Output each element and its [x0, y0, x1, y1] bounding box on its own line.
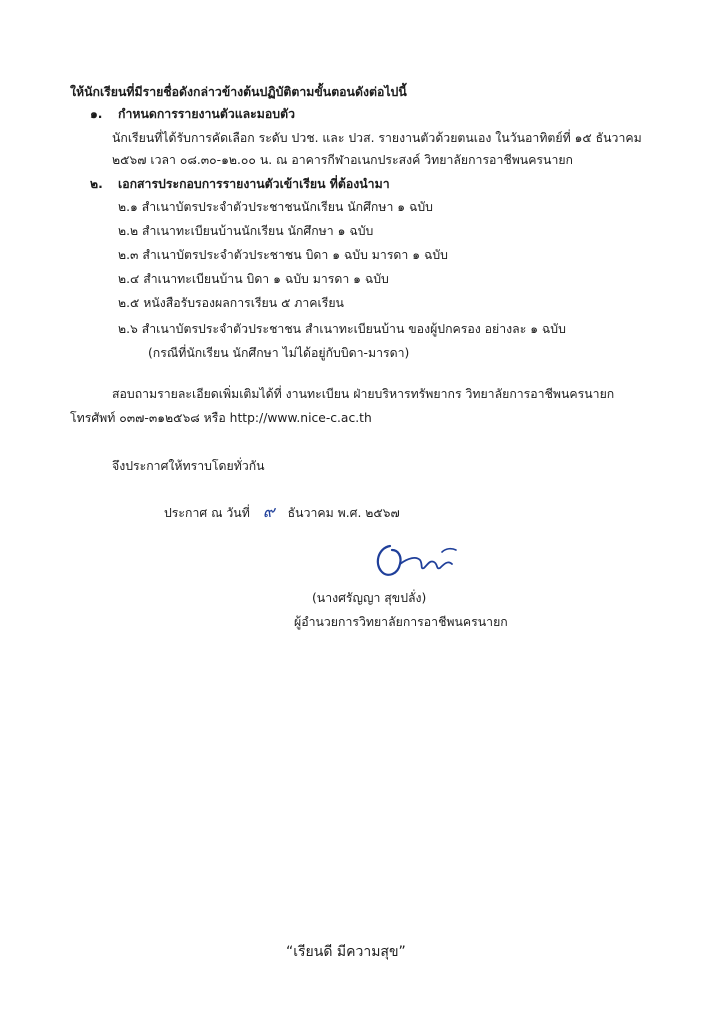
document-item: ๒.๔ สำเนาทะเบียนบ้าน บิดา ๑ ฉบับ มารดา ๑ ฉบับ	[118, 272, 389, 286]
section-2-heading: เอกสารประกอบการรายงานตัวเข้าเรียน ที่ต้องนำมา	[118, 177, 390, 191]
instruction-heading: ให้นักเรียนที่มีรายชื่อดังกล่าวข้างต้นปฏิบัติตามขั้นตอนดังต่อไปนี้	[70, 85, 407, 99]
signer-name: (นางศรัญญา สุขปลั่ง)	[312, 591, 427, 605]
section-1-body-line-2: ๒๕๖๗ เวลา ๐๘.๓๐-๑๒.๐๐ น. ณ อาคารกีฬาอเนกประสงค์ วิทยาลัยการอาชีพนครนายก	[112, 153, 574, 167]
closing-statement: จึงประกาศให้ทราบโดยทั่วกัน	[112, 459, 265, 473]
announcement-date	[164, 504, 400, 521]
document-item: ๒.๑ สำเนาบัตรประจำตัวประชาชนนักเรียน นักศึกษา ๑ ฉบับ	[118, 200, 433, 214]
document-item: ๒.๕ หนังสือรับรองผลการเรียน ๕ ภาคเรียน	[118, 296, 344, 310]
section-1-heading: กำหนดการรายงานตัวและมอบตัว	[118, 107, 295, 121]
section-1-number: ๑.	[90, 107, 103, 121]
document-item: ๒.๒ สำเนาทะเบียนบ้านนักเรียน นักศึกษา ๑ ฉบับ	[118, 224, 374, 238]
document-item: ๒.๓ สำเนาบัตรประจำตัวประชาชน บิดา ๑ ฉบับ มารดา ๑ ฉบับ	[118, 248, 448, 262]
section-2-number: ๒.	[90, 177, 103, 191]
signer-title: ผู้อำนวยการวิทยาลัยการอาชีพนครนายก	[294, 615, 508, 629]
contact-line-2: โทรศัพท์ ๐๓๗-๓๑๒๕๖๘ หรือ http://www.nice-c.ac.th	[70, 411, 372, 425]
document-item: ๒.๖ สำเนาบัตรประจำตัวประชาชน สำเนาทะเบียนบ้าน ของผู้ปกครอง อย่างละ ๑ ฉบับ	[118, 322, 566, 336]
announcement-prefix: ประกาศ ณ วันที่	[164, 506, 250, 520]
section-1-body-line-1: นักเรียนที่ได้รับการคัดเลือก ระดับ ปวช. และ ปวส. รายงานตัวด้วยตนเอง ในวันอาทิตย์ที่ ๑๕ ธันวาคม	[112, 131, 642, 145]
document-item-note: (กรณีที่นักเรียน นักศึกษา ไม่ได้อยู่กับบิดา-มารดา)	[148, 346, 410, 360]
announcement-month-year: ธันวาคม พ.ศ. ๒๕๖๗	[287, 506, 400, 520]
announcement-day: ๙	[262, 502, 275, 521]
contact-line-1: สอบถามรายละเอียดเพิ่มเติมได้ที่ งานทะเบียน ฝ่ายบริหารทรัพยากร วิทยาลัยการอาชีพนครนายก	[112, 387, 615, 401]
school-motto: “เรียนดี มีความสุข”	[286, 944, 406, 960]
signature	[368, 538, 468, 582]
